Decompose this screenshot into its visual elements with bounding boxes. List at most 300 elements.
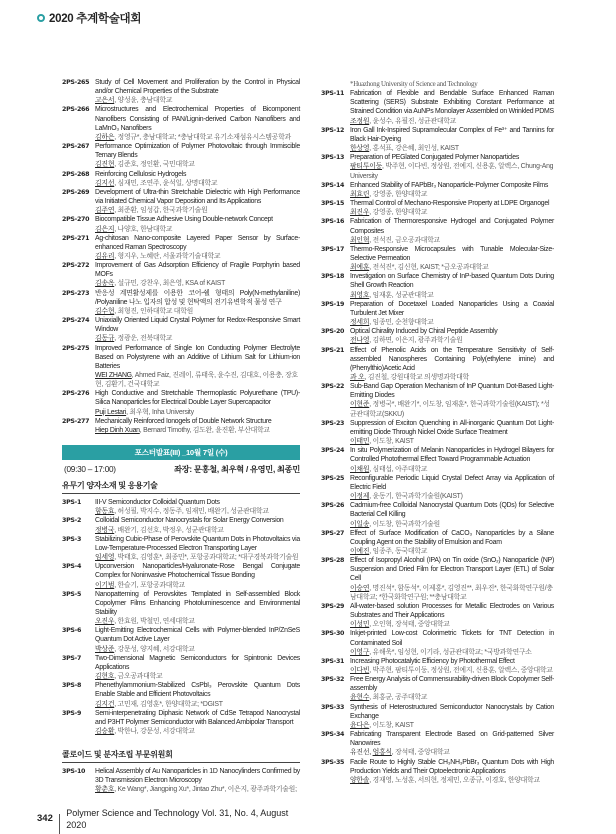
presenter-name: 김유리 <box>95 252 115 260</box>
authors-affiliation: , 정병국*, 배완기*, 이도창, 임재훈*, 한국과학기술원(KAIST); *성균관대학교(SKKU) <box>350 401 550 418</box>
presenter-name: 조정원 <box>350 117 370 125</box>
authors-affiliation: , 임종민, 순천향대학교 <box>369 319 434 327</box>
author-line <box>95 96 300 105</box>
presenter-name: 최진우 <box>350 209 370 217</box>
abstract-code: 3PS-13 <box>321 154 345 162</box>
abstract-code: 3PS-2 <box>62 517 82 525</box>
presenter-name: 김동규 <box>95 335 115 343</box>
authors-affiliation: , 윤성수, 유필진, 성균관대학교 <box>369 117 457 125</box>
abstract-entry <box>62 709 300 736</box>
presenter-name: 전나영 <box>350 337 370 345</box>
abstract-code: 3PS-33 <box>321 703 345 711</box>
abstract-code: 3PS-24 <box>321 447 345 455</box>
authors-affiliation: , 정광운, 전북대학교 <box>114 335 173 343</box>
author-line <box>95 700 300 709</box>
authors-affiliation: , 오인혁, 장석태, 중앙대학교 <box>369 621 450 629</box>
presenter-name: 김주연 <box>95 207 115 215</box>
abstract-title: Semi-interpenetrating Diphasic Network of CdSe Tetrapod Nanocrystal and P3HT Polymer Semiconductor with Balanced Ambipolar Transport <box>95 709 300 726</box>
abstract-code: 2PS-266 <box>62 106 90 114</box>
abstract-title: Upconversion Nanoparticles/Hyaluronate-Rose Bengal Conjugate Complex for Noninvasive Photochemical Tissue Bonding <box>95 563 300 580</box>
abstract-title: Improved Performance of Single Ion Conducting Polymer Electrolyte Based on Polystyrene with an Additive of Lithium Salt for Lithium-ion Batteries <box>95 344 300 370</box>
presenter-name: 이태민 <box>350 438 370 446</box>
abstract-body <box>95 654 300 681</box>
abstract-body <box>350 272 554 299</box>
abstract-title: Synthesis of Heterostructured Semiconductor Nanocrystals by Cation Exchange <box>350 703 554 720</box>
abstract-body <box>350 346 554 383</box>
abstract-title: In situ Polymerization of Melanin Nanoparticles in Hydrogel Bilayers for Controlled Photothermal Effect Toward Programmable Actuation <box>350 447 554 464</box>
abstract-body <box>95 562 300 589</box>
abstract-body <box>95 78 300 105</box>
authors-affiliation: , 홍석표, 강은혜, 최인성, KAIST <box>369 145 459 153</box>
session-banner: 포스터발표(III) _10월 7일 (수) <box>62 445 300 460</box>
abstract-title: Effect of Phenolic Acids on the Temperature Sensitivity of Self-assembled Nanospheres Containing Poly(ethylene imine) and (Phenylthio)Acetic Acid <box>350 346 554 372</box>
abstract-title: Effect of Isopropyl Alcohol (IPA) on Tin oxide (SnO₂) Nanoparticle (NP) Suspension and Dried Film for Electron Transport Layer (ETL) of Solar Cell <box>350 557 554 583</box>
abstract-entry <box>62 188 300 215</box>
abstract-title: Uniaxially Oriented Liquid Crystal Polymer for Redox-Responsive Smart Window <box>95 317 300 334</box>
author-line <box>95 371 300 389</box>
presenter-name: 최효린 <box>350 190 370 198</box>
presenter-name: WEI ZHANG <box>95 372 132 379</box>
abstract-title: Fabrication of Thermoresponsive Hydrogel and Conjugated Polymer Composites <box>350 218 554 235</box>
authors-affiliation: , 명진석*, 함동석*, 이제홍*, 김영진**, 최우진*, 한국화학연구원/충남대학교; *한국화학연구원; **충남대학교 <box>350 584 553 601</box>
abstract-entry <box>62 78 300 105</box>
abstract-title: Biocompatible Tissue Adhesive Using Double-network Concept <box>95 216 273 224</box>
authors-affiliation: , 한슬기, 포항공과대학교 <box>114 581 185 589</box>
abstract-body <box>350 529 554 556</box>
presenter-name: 이다빈 <box>350 667 370 674</box>
abstract-body <box>350 327 554 345</box>
author-line <box>350 373 554 382</box>
section-heading: 콜로이드 및 분자조립 부문위원회 <box>62 748 300 763</box>
running-header <box>37 10 141 26</box>
abstract-body <box>350 446 554 473</box>
abstract-entry <box>62 498 300 516</box>
abstract-code: 3PS-12 <box>321 126 345 134</box>
presenter-name: 고은서 <box>95 97 115 105</box>
presenter-name: 최영호 <box>350 291 370 299</box>
abstract-title: Colloidal Semiconductor Nanocrystals for Solar Energy Conversion <box>95 517 284 525</box>
abstract-code: 3PS-3 <box>62 535 82 543</box>
authors-affiliation: , 임종주, 동국대학교 <box>369 547 428 555</box>
author-line <box>350 465 554 474</box>
abstract-body <box>350 245 554 272</box>
abstract-entry <box>321 474 554 501</box>
abstract-body <box>350 758 554 785</box>
abstract-entry <box>62 234 300 261</box>
abstract-body <box>350 89 554 126</box>
page-number: 342 <box>37 812 53 824</box>
abstract-entry <box>62 590 300 627</box>
abstract-title: Nanopatterning of Perovskites Templated in Self-assembled Block Copolymer Films Enhancing Photoluminescence and Environmental Stability <box>95 590 300 616</box>
abstract-body <box>95 105 300 142</box>
abstract-code: 2PS-271 <box>62 234 90 242</box>
abstract-code: 3PS-30 <box>321 630 345 638</box>
abstract-code: 2PS-274 <box>62 317 90 325</box>
abstract-body <box>95 344 300 390</box>
abstract-title: Preparation of PEGlated Conjugated Polymer Nanoparticles <box>350 154 520 162</box>
abstract-entry <box>62 417 300 435</box>
abstract-body <box>350 199 554 217</box>
author-line <box>350 291 554 300</box>
presenter-name: 양한솔 <box>350 776 370 784</box>
abstract-body <box>95 289 300 316</box>
abstract-code: 3PS-11 <box>321 90 345 98</box>
authors-affiliation: , 배완기, 김선호, 박정우, 성균관대학교 <box>114 526 224 534</box>
abstract-title: Increasing Photocatalytic Efficiency by Photothermal Effect <box>350 657 515 665</box>
authors-affiliation: , 전석진*, 김신현, KAIST; *금오공과대학교 <box>369 264 489 272</box>
abstract-title: Study of Cell Movement and Proliferation by the Control in Physical and/or Chemical Properties of the Substrate <box>95 79 300 96</box>
abstract-code: 3PS-14 <box>321 181 345 189</box>
presenter-name: 최예훈 <box>350 264 370 272</box>
abstract-entry <box>62 516 300 534</box>
abstract-entry <box>321 217 554 244</box>
abstract-entry <box>321 556 554 602</box>
abstract-title: Helical Assembly of Au Nanoparticles in 1D Nanocylinders Confirmed by 3D Transmission Electron Microscopy <box>95 768 300 785</box>
presenter-name: 임세영 <box>95 554 115 562</box>
abstract-code: 3PS-5 <box>62 590 82 598</box>
abstract-title: Sub-Band Gap Operation Mechanism of InP Quantum Dot-Based Light-Emitting Diodes <box>350 383 554 400</box>
presenter-name: 정병국 <box>95 526 115 534</box>
authors-affiliation: , 박한나, 강문성, 서강대학교 <box>114 728 195 735</box>
abstract-code: 3PS-35 <box>321 758 345 766</box>
author-line <box>95 581 300 590</box>
author-line <box>350 693 554 702</box>
abstract-entry <box>321 501 554 528</box>
authors-affiliation: , 장석태, 중앙대학교 <box>391 749 450 757</box>
abstract-body <box>95 681 300 708</box>
author-line <box>350 620 554 629</box>
presenter-name: 김은지 <box>95 225 115 233</box>
presenter-name: 김지건 <box>95 700 115 708</box>
author-line <box>95 672 300 681</box>
abstract-body <box>350 419 554 446</box>
author-line <box>350 666 554 675</box>
presenter-name: 박상준 <box>95 645 115 653</box>
abstract-entry <box>62 142 300 169</box>
abstract-body <box>350 556 554 602</box>
abstract-code: 3PS-23 <box>321 419 345 427</box>
abstract-code: 3PS-10 <box>62 768 86 776</box>
author-line <box>350 263 554 272</box>
abstract-body <box>95 626 300 653</box>
abstract-body <box>350 703 554 730</box>
abstract-code: 3PS-9 <box>62 709 82 717</box>
abstract-entry <box>62 626 300 653</box>
abstract-body <box>95 188 300 215</box>
entry-list-3ps-c <box>321 89 554 785</box>
abstract-code: 2PS-270 <box>62 216 90 224</box>
abstract-title: Improvement of Gas Adsorption Efficiency of Fragile Porphyrin based MOFs <box>95 262 300 279</box>
presenter-name: 엄홍식 <box>372 749 392 757</box>
presenter-name: 김송옥 <box>95 280 115 288</box>
abstract-body <box>95 535 300 562</box>
right-column <box>321 80 554 785</box>
abstract-entry <box>62 289 300 316</box>
abstract-entry <box>62 261 300 288</box>
abstract-code: 3PS-6 <box>62 627 82 635</box>
abstract-entry <box>62 105 300 142</box>
authors-affiliation: , 경재영, 노성훈, 서의현, 정제민, 오종규, 이경호, 한양대학교 <box>369 776 540 784</box>
author-line <box>350 748 554 757</box>
abstract-entry <box>62 389 300 416</box>
abstract-entry <box>321 657 554 675</box>
abstract-body <box>95 767 300 794</box>
abstract-code: 3PS-28 <box>321 557 345 565</box>
authors-affiliation: , 한효원, 박철민, 연세대학교 <box>114 618 195 626</box>
authors-affiliation: , 심재민, 조연주, 윤석일, 상명대학교 <box>114 179 218 187</box>
abstract-body <box>95 417 300 435</box>
presenter-name: 이예진 <box>350 547 370 555</box>
abstract-body <box>350 300 554 327</box>
presenter-name: 김수현 <box>95 307 115 315</box>
abstract-entry <box>62 681 300 708</box>
abstract-body <box>350 629 554 656</box>
abstract-entry <box>321 382 554 419</box>
abstract-title: Facile Route to Highly Stable CH₃NH₃PbBr₃ Quantum Dots with High Production Yields and Their Optoelectronic Applications <box>350 758 554 775</box>
abstract-title: Fabrication of Flexible and Bendable Surface Enhanced Raman Scattering (SERS) Substrate Exhibiting Constant Performance at Strained Condition via AuNPs Monolayer Assembled on Wrinkled PDMS <box>350 90 554 116</box>
circle-bullet-icon <box>37 14 45 22</box>
session-chairs: 좌장: 문홍철, 최우혁 / 유영민, 최종민 <box>174 465 300 475</box>
abstract-entry <box>62 535 300 562</box>
abstract-entry <box>62 344 300 390</box>
abstract-entry <box>62 654 300 681</box>
abstract-title: Thermal Control of Mechano-Responsive Property at LDPE Organogel <box>350 200 550 208</box>
author-line <box>95 206 300 215</box>
presenter-name: 이기범 <box>95 581 115 589</box>
abstract-title: Thermo-Responsive Microcapsules with Tunable Molecular-Size-Selective Permeation <box>350 245 554 262</box>
authors-affiliation: , 윤동기, 한국과학기술원(KAIST) <box>369 493 463 501</box>
abstract-entry <box>321 126 554 153</box>
abstract-body <box>350 153 554 180</box>
author-line <box>95 179 300 188</box>
abstract-body <box>95 498 300 516</box>
author-line <box>95 133 300 142</box>
abstract-entry <box>321 153 554 180</box>
session-time: (09:30 – 17:00) <box>64 465 116 475</box>
author-line <box>350 437 554 446</box>
author-line <box>95 334 300 343</box>
abstract-title: Preparation of Docetaxel Loaded Nanoparticles Using a Coaxial Turbulent Jet Mixer <box>350 300 554 317</box>
presenter-name: 이채원 <box>350 465 370 473</box>
abstract-body <box>350 675 554 702</box>
abstract-body <box>350 217 554 244</box>
abstract-title: Phenethylammonium-Stabilized CsPbI₃ Perovskite Quantum Dots Enable Stable and Efficient Photovoltaics <box>95 682 300 699</box>
presenter-name: 오진우 <box>95 618 115 626</box>
left-column <box>37 78 300 831</box>
abstract-title: Performance Optimization of Polymer Photovoltaic through Immiscible Ternary Blends <box>95 143 300 160</box>
author-line <box>350 336 554 345</box>
abstract-code: 2PS-277 <box>62 417 90 425</box>
abstract-body <box>350 382 554 419</box>
abstract-title: Stabilizing Cubic-Phase of Perovskite Quantum Dots in Photovoltaics via Low-Temperature-Processed Electron Transporting Layer <box>95 535 300 552</box>
presenter-name: 함동효 <box>95 508 115 516</box>
abstract-entry <box>62 316 300 343</box>
entry-list-2ps <box>62 78 300 435</box>
authors-affiliation: , 형지우, 노혜란, 서울과학기술대학교 <box>114 252 221 260</box>
author-line <box>350 117 554 126</box>
session-info <box>62 463 300 477</box>
presenter-name: 윤다은 <box>350 721 370 729</box>
authors-affiliation: , 김진철, 강원대학교 의생명과학대학 <box>364 374 469 381</box>
authors-affiliation: , 박주현, 이다빈, 정상원, 전예지, 신용훈, 알렉스, Chung-Ang University <box>350 163 554 180</box>
abstract-entry <box>321 629 554 656</box>
abstract-entry <box>321 602 554 629</box>
abstract-entry <box>321 675 554 702</box>
presenter-name: 이일송 <box>350 520 370 528</box>
abstract-code: 2PS-265 <box>62 79 90 86</box>
authors-affiliation: , 유해욱*, 임성현, 이기라, 성균관대학교; *국방과학연구소 <box>369 648 532 656</box>
abstract-body <box>95 142 300 169</box>
presenter-name: 최인혁 <box>350 236 370 244</box>
abstract-code: 2PS-267 <box>62 143 90 151</box>
author-line <box>350 162 554 180</box>
abstract-code: 2PS-275 <box>62 344 90 352</box>
abstract-body <box>95 261 300 288</box>
abstract-entry <box>321 703 554 730</box>
authors-affiliation: , 설규민, 강찬우, 최은영, KSA of KAIST <box>114 280 226 288</box>
abstract-body <box>95 516 300 534</box>
authors-affiliation: , 금오공과대학교 <box>114 673 163 681</box>
presenter-name: 이성민 <box>350 621 370 629</box>
section-heading: 유무기 양자소재 및 응용기술 <box>62 479 300 494</box>
author-line <box>350 520 554 529</box>
abstract-code: 3PS-15 <box>321 200 345 208</box>
abstract-title: Development of Ultra-thin Stretchable Dielectric with High Performance via Initiated Chemical Vapor Deposition and Its Applications <box>95 188 300 206</box>
authors-affiliation: , 최홍균, 공주대학교 <box>369 694 428 702</box>
abstract-code: 3PS-7 <box>62 654 82 662</box>
author-line <box>350 584 554 602</box>
affiliation-note: *Huazhong University of Science and Technology <box>350 81 478 88</box>
abstract-body <box>350 730 554 757</box>
abstract-title: High Conductive and Stretchable Thermoplastic Polyurethane (TPU)-Silica Nanoparticles for Electrical Double Layer Supercapacitor <box>95 390 300 407</box>
authors-affiliation: , 박태호, 김영훈*, 최종민*, 포항공과대학교; *대구경북과학기술원 <box>114 554 299 562</box>
abstract-title: Investigation on Surface Chemistry of InP-based Quantum Dots During Shell Growth Reaction <box>350 273 554 290</box>
presenter-name: 팜티투이둥 <box>350 163 383 171</box>
abstract-entry <box>321 529 554 556</box>
abstract-code: 2PS-273 <box>62 289 90 297</box>
authors-affiliation: , 허성필, 박지수, 정동주, 임재민, 배완기, 성균관대학교 <box>114 508 269 516</box>
abstract-title: All-water-based solution Processes for Metallic Electrodes on Various Substrates and Their Applications <box>350 602 554 620</box>
authors-affiliation: , 최우혁, Inha University <box>126 408 194 416</box>
authors-affiliation: , 최준환, 임성갑, 한국과학기술원 <box>114 207 208 215</box>
abstract-title: Iron Gall Ink-Inspired Supramolecular Complex of Fe³⁺ and Tannins for Black Hair-Dyeing <box>350 126 554 143</box>
abstract-code: 3PS-32 <box>321 676 345 684</box>
authors-affiliation: , 박주현, 팜티투이둥, 정상원, 전예지, 신용훈, 알렉스, 중앙대학교 <box>369 667 553 674</box>
author-line <box>350 190 554 199</box>
abstract-title: Optical Chirality Induced by Chiral Peptide Assembly <box>350 328 498 336</box>
abstract-code: 3PS-34 <box>321 731 345 739</box>
author-line <box>350 236 554 245</box>
page-footer <box>37 807 300 831</box>
abstract-title: Reconfigurable Periodic Liquid Crystal Defect Array via Application of Electric Field <box>350 474 554 491</box>
presenter-name: 한상영 <box>350 145 370 153</box>
abstract-title: Fabricating Transparent Electrode Based on Grid-patterned Silver Nanowires <box>350 731 554 748</box>
abstract-title: Enhanced Stability of FAPbBr₃ Nanoparticle-Polymer Composite Films <box>350 181 549 189</box>
abstract-code: 3PS-27 <box>321 529 345 537</box>
abstract-body <box>95 389 300 416</box>
presenter-name: Hiep Dinh Xuan <box>95 426 140 434</box>
authors-affiliation: , Ahmed Faiz, 진레이, 류태욱, 윤수진, 김대호, 이용충, 장호현, 김환기, 건국대학교 <box>95 372 298 389</box>
authors-affiliation: , 이도창, KAIST <box>369 438 414 446</box>
presenter-name: 김승환 <box>95 728 115 735</box>
authors-affiliation: , 임재훈, 성균관대학교 <box>369 291 434 299</box>
abstract-title: Ag-chitosan Nano-composite Layered Paper Sensor by Surface-enhanced Raman Spectroscopy <box>95 234 300 251</box>
footer-divider <box>59 814 60 834</box>
author-line <box>350 721 554 730</box>
author-line <box>350 208 554 217</box>
abstract-entry <box>321 419 554 446</box>
authors-affiliation: , 강영종, 한양대학교 <box>369 190 428 198</box>
abstract-entry <box>62 215 300 233</box>
abstract-body <box>350 501 554 528</box>
abstract-title: Free Energy Analysis of Commensurability-driven Block Copolymer Self-assembly <box>350 676 554 693</box>
abstract-code: 3PS-4 <box>62 563 82 571</box>
entry-list-3ps-b <box>62 767 300 794</box>
presenter-name: 이승연 <box>350 584 370 592</box>
abstract-entry <box>62 170 300 188</box>
abstract-code: 3PS-16 <box>321 218 345 226</box>
authors-affiliation: , 최형진, 인하대학교 대학원 <box>114 307 194 315</box>
author-line <box>350 400 554 418</box>
presenter-name: Puji Lestari <box>95 408 127 416</box>
authors-affiliation: , 강영종, 한양대학교 <box>369 209 428 217</box>
abstract-entry <box>321 446 554 473</box>
abstract-code: 3PS-18 <box>321 273 345 281</box>
presenter-name: 황춘호 <box>95 786 115 794</box>
abstract-body <box>95 316 300 343</box>
authors-affiliation: , 양성윤, 충남대학교 <box>114 97 173 105</box>
authors-affiliation: , 전석진, 금오공과대학교 <box>369 236 440 244</box>
author-line <box>350 547 554 556</box>
abstract-body <box>350 602 554 629</box>
author-line <box>350 492 554 501</box>
abstract-title: 반응성 계면활성제를 이용한 코어-쉘 형태의 Poly(N-methylaniline) /Polyaniline 나노 입자의 합성 및 현탁액의 전기유변학적 물성 연구 <box>95 289 300 306</box>
abstract-body <box>95 590 300 627</box>
abstract-entry <box>321 89 554 126</box>
authors-affiliation: , 이도창, 한국과학기술원 <box>369 520 440 528</box>
abstract-entry <box>321 327 554 345</box>
authors-affiliation: , Ke Wang*, Jiangping Xu*, Jintao Zhu*, 이은지, 광주과학기술원; <box>114 786 297 794</box>
authors-affiliation: , 고민재, 김영훈*, 한양대학교; *DGIST <box>114 700 223 708</box>
author-line <box>95 225 300 234</box>
abstract-entry <box>62 562 300 589</box>
abstract-code: 3PS-8 <box>62 682 82 690</box>
abstract-title: Two-Dimensional Magnetic Semiconductors for Spintronic Devices Applications <box>95 654 300 671</box>
author-line <box>95 727 300 736</box>
author-line <box>95 553 300 562</box>
abstract-body <box>350 657 554 675</box>
author-line <box>95 617 300 626</box>
abstract-code: 2PS-269 <box>62 188 90 196</box>
abstract-title: Reinforcing Cellulosic Hydrogels <box>95 170 187 178</box>
abstract-code: 3PS-22 <box>321 383 345 391</box>
abstract-code: 3PS-17 <box>321 245 345 253</box>
authors-affiliation: , 김하면, 이은지, 광주과학기술원 <box>369 337 463 345</box>
presenter-name: 과 오 <box>350 374 365 381</box>
authors-affiliation: , 정영규*, 충남대학교; *충남대학교 유기소재섬유시스템공학과 <box>114 133 291 141</box>
author-line <box>95 160 300 169</box>
author-line <box>95 645 300 654</box>
presenter-name: 김현호 <box>95 673 115 681</box>
abstract-entry <box>321 199 554 217</box>
abstract-title: Mechanically Reinforced Ionogels of Double Network Structure <box>95 417 272 425</box>
authors-affiliation: , Bernard Timothy, 김도완, 윤진환, 부산대학교 <box>139 426 270 434</box>
presenter-name: 윤현수 <box>350 694 370 702</box>
abstract-entry <box>321 346 554 383</box>
abstract-title: Cadmium-free Colloidal Nanocrystal Quantum Dots (QDs) for Selective Bacterial Cell Killing <box>350 502 554 519</box>
co-author: 유진선, <box>350 749 373 757</box>
header-title: 2020 추계학술대회 <box>49 13 142 25</box>
